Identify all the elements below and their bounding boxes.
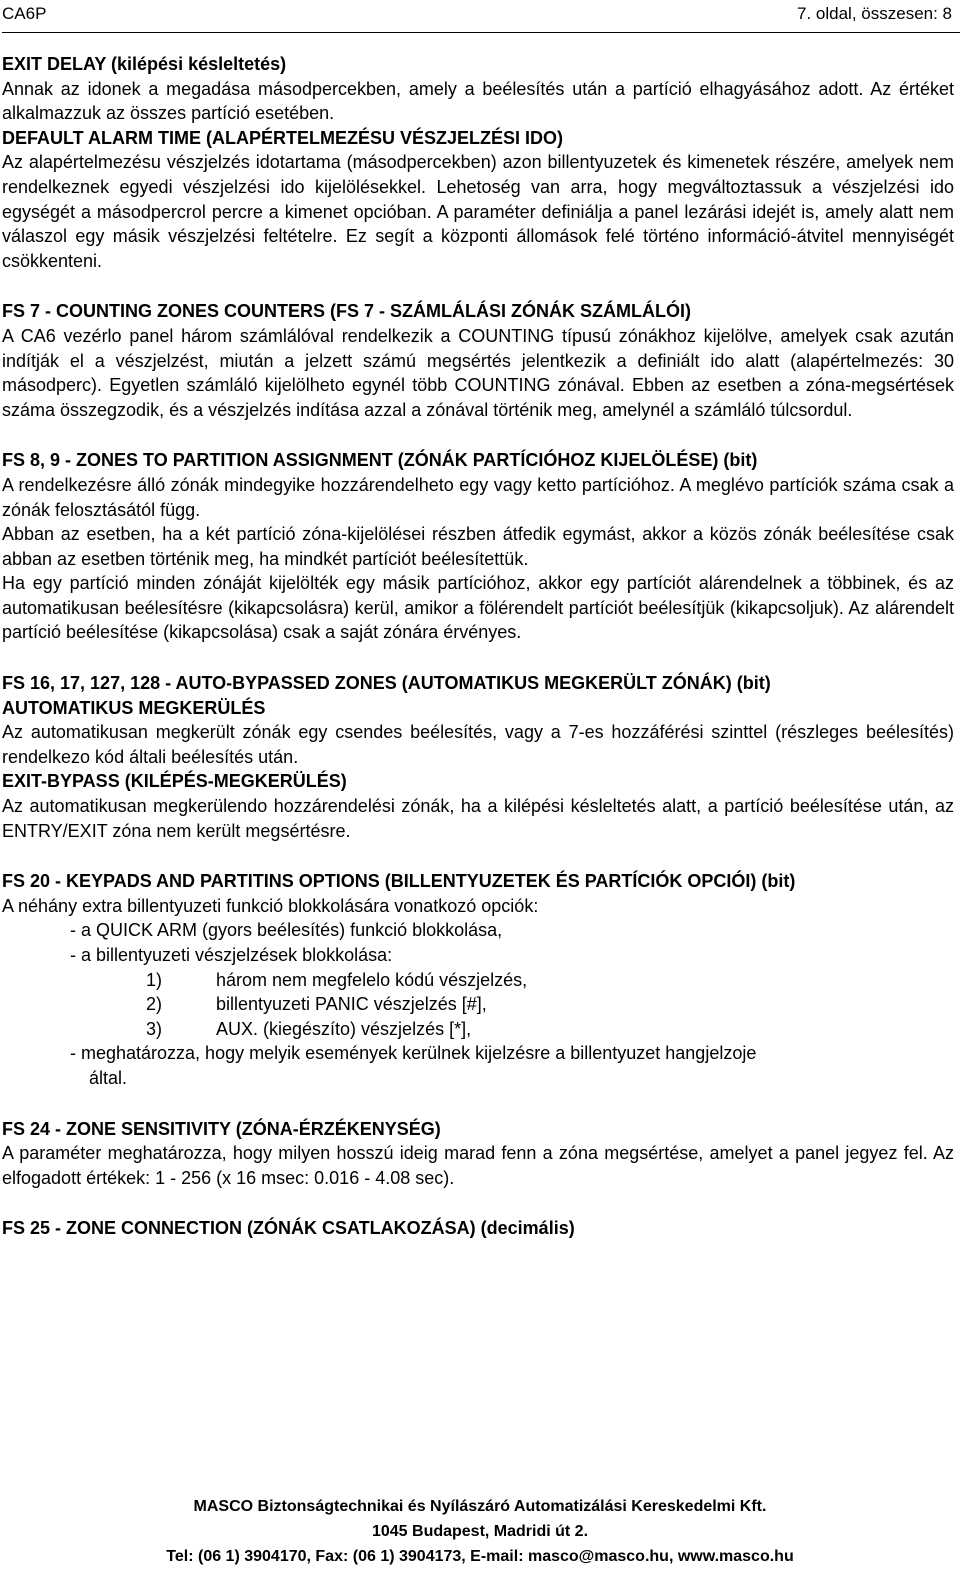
list-text: billentyuzeti PANIC vészjelzés [#], [216, 994, 487, 1015]
list-number: 1) [146, 969, 163, 990]
fs16-paragraph-1: Az automatikusan megkerült zónák egy csendes beélesítés, vagy a 7-es hozzáférési szinttel (részleges beélesítés) rendelkezo kód általi beélesítés után. [2, 722, 954, 767]
list-item: - a billentyuzeti vészjelzések blokkolása: [70, 945, 393, 965]
footer-contact: Tel: (06 1) 3904170, Fax: (06 1) 3904173, E-mail: masco@masco.hu, www.masco.hu [166, 1548, 794, 1565]
list-text: AUX. (kiegészíto) vészjelzés [*], [216, 1018, 472, 1039]
fs8-paragraph-2: Abban az esetben, ha a két partíció zóna-kijelölései részben átfedik egymást, akkor a közös zónák beélesítése csak abban az esetben történik meg, ha mindkét partíciót beélesítettük. [2, 524, 954, 569]
footer-company: MASCO Biztonságtechnikai és Nyílászáró Automatizálási Kereskedelmi Kft. [193, 1498, 767, 1515]
exit-delay-title: EXIT DELAY (kilépési késleltetés) [2, 54, 287, 74]
fs25-title: FS 25 - ZONE CONNECTION (ZÓNÁK CSATLAKOZÁSA) (decimális) [2, 1218, 575, 1239]
default-alarm-title: DEFAULT ALARM TIME (ALAPÉRTELMEZÉSU VÉSZJELZÉSI IDO) [2, 127, 564, 148]
list-text: három nem megfelelo kódú vészjelzés, [216, 969, 528, 990]
document-body [2, 52, 954, 1241]
list-item [2, 968, 954, 993]
header-page-number: 7. oldal, összesen: 8 [797, 4, 952, 23]
list-number: 3) [146, 1018, 163, 1039]
default-alarm-text: Az alapértelmezésu vészjelzés idotartama (másodpercekben) azon billentyuzetek és kimenetek részére, amelyek nem rendelkeznek egyedi vészjelzési ido kijelölésekkel. Lehetoség van arra, hogy megváltoztassuk a vészjelzési ido egységét a másodpercrol percre a kimenet opcióban. A paraméter definiálja a panel lezárási idejét is, amely alatt nem válaszol egy másik vészjelzési feltételre. Ez segít a központi állomások felé történo információ-átvitel mennyiségét csökkenteni. [2, 152, 954, 271]
list-item: - a QUICK ARM (gyors beélesítés) funkció blokkolása, [70, 920, 503, 941]
list-item [2, 1017, 954, 1042]
fs7-text: A CA6 vezérlo panel három számlálóval rendelkezik a COUNTING típusú zónákhoz kijelölve, amelyek csak azután indítják el a vészjelzést, miután a jelzett számú megsértés jelentkezik a definiált ido alatt (alapértelmezés: 30 másodperc). Egyetlen számláló kijelölheto egynél több COUNTING zónával. Ebben az esetben a zóna-megsértések száma összegzodik, és a vészjelzés indítása azzal a zónával történik meg, amelynél a számláló túlcsordul. [2, 325, 954, 420]
list-number: 2) [146, 994, 163, 1015]
fs8-paragraph-1: A rendelkezésre álló zónák mindegyike hozzárendelheto egy vagy ketto partícióhoz. A meglévo partíciók száma csak a zónák felosztásától függ. [2, 474, 954, 520]
fs16-subtitle-1: AUTOMATIKUS MEGKERÜLÉS [2, 697, 266, 718]
footer-address: 1045 Budapest, Madridi út 2. [371, 1523, 589, 1540]
page-header [2, 0, 960, 30]
fs24-text: A paraméter meghatározza, hogy milyen hosszú ideig marad fenn a zóna megsértése, amelyet a panel jegyez fel. Az elfogadott értékek: 1 - 256 (x 16 msec: 0.016 - 4.08 sec). [2, 1143, 954, 1188]
fs16-subtitle-2: EXIT-BYPASS (KILÉPÉS-MEGKERÜLÉS) [2, 771, 347, 792]
fs24-title: FS 24 - ZONE SENSITIVITY (ZÓNA-ÉRZÉKENYSÉG) [2, 1118, 441, 1139]
fs8-paragraph-3: Ha egy partíció minden zónáját kijelölték egy másik partícióhoz, akkor egy partíciót alárendelnek a többinek, és az automatikusan beélesítésre (kikapcsolásra) kerül, amikor a fölérendelt partíciót beélesítjük (kikapcsoljuk). Az alárendelt partíció beélesítése (kikapcsolása) csak a saját zónára érvényes. [2, 573, 954, 643]
header-doc-code: CA6P [2, 4, 47, 23]
page-footer [0, 1494, 960, 1569]
list-item [2, 992, 954, 1017]
exit-delay-text: Annak az idonek a megadása másodpercekben, amely a beélesítés után a partíció elhagyásához adott. Az értéket alkalmazzuk az összes partíció esetében. [2, 78, 954, 124]
fs20-intro: A néhány extra billentyuzeti funkció blokkolására vonatkozó opciók: [2, 895, 539, 916]
fs8-title: FS 8, 9 - ZONES TO PARTITION ASSIGNMENT (ZÓNÁK PARTÍCIÓHOZ KIJELÖLÉSE) (bit) [2, 450, 758, 471]
header-rule [2, 32, 960, 33]
fs16-paragraph-2: Az automatikusan megkerülendo hozzárendelési zónák, ha a kilépési késleltetés alatt, a partíció beélesítése után, az ENTRY/EXIT zóna nem került megsértésre. [2, 796, 954, 841]
list-item: - meghatározza, hogy melyik események kerülnek kijelzésre a billentyuzet hangjelzoje [70, 1043, 757, 1064]
list-item-continuation: által. [89, 1067, 128, 1088]
fs7-title: FS 7 - COUNTING ZONES COUNTERS (FS 7 - SZÁMLÁLÁSI ZÓNÁK SZÁMLÁLÓI) [2, 301, 691, 322]
fs20-title: FS 20 - KEYPADS AND PARTITINS OPTIONS (BILLENTYUZETEK ÉS PARTÍCIÓK OPCIÓI) (bit) [2, 871, 796, 892]
fs16-title: FS 16, 17, 127, 128 - AUTO-BYPASSED ZONES (AUTOMATIKUS MEGKERÜLT ZÓNÁK) (bit) [2, 673, 771, 694]
